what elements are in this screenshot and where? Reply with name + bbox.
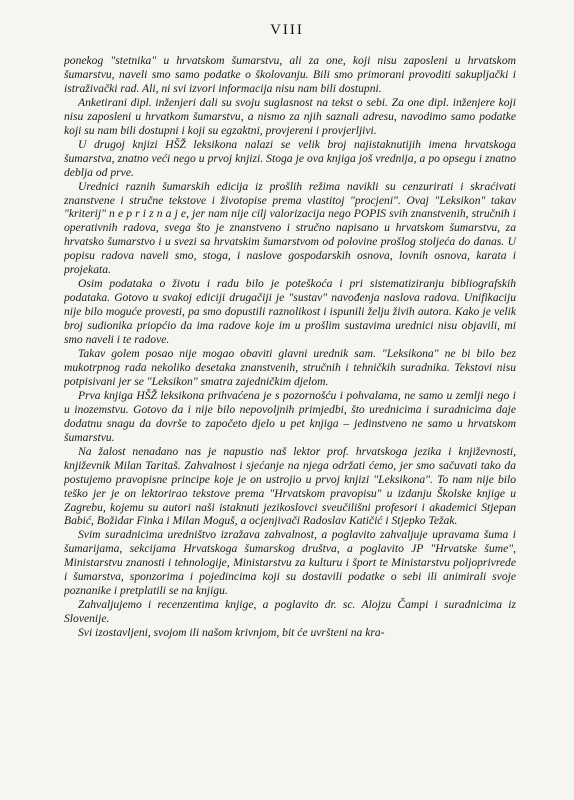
paragraph: Osim podataka o životu i radu bilo je poteškoća i pri sistematiziranju bibliografskih podataka. Gotovo u svakoj ediciji drugačiji je "sustav" navođenja naslova radova. Unifikaciju nije bilo moguće provesti, pa smo dopustili raznolikost i ispunili želju živih autora. Kako je velik broj sudionika priopćio da ima radove koje im u prošlim sustavima urednici nisu objavili, mi smo naveli i te radove.	[64, 277, 516, 347]
paragraph: Urednici raznih šumarskih edicija iz prošlih režima navikli su cenzurirati i skraćivati znanstvene i stručne tekstove i životopise prema vlastitoj "procjeni". Ovaj "Leksikon" takav "kriterij" n e p r i z n a j e, jer nam nije cilj valorizacija nego POPIS svih znanstvenih, stručnih i operativnih radova, svega što je znanstveno i stručno napisano u hrvatskom šumarstvu, za hrvatsko šumarstvo i u svezi sa hrvatskim šumarstvom od polovine prošlog stoljeća do danas. U popisu radova naveli smo, stoga, i naslove gospodarskih osnova, lovnih osnova, karata i projekata.	[64, 179, 516, 277]
paragraph: ponekog "stetnika" u hrvatskom šumarstvu, ali za one, koji nisu zaposleni u hrvatskom šumarstvu, naveli smo samo podatke o školovanju. Bili smo primorani provoditi sakupljački i istraživački rad. Ali, ni svi izvori informacija nisu nam bili dostupni.	[64, 54, 516, 95]
paragraph: Svi izostavljeni, svojom ili našom krivnjom, bit će uvršteni na kra-	[78, 626, 385, 640]
body-text	[64, 54, 516, 789]
paragraph: U drugoj knjizi HŠŽ leksikona nalazi se velik broj najistaknutijih imena hrvatskoga šumarstva, znatno veći nego u prvoj knjizi. Stoga je ova knjiga još vrednija, a po opsegu i znatno deblja od prve.	[64, 137, 516, 179]
paragraph: Zahvaljujemo i recenzentima knjige, a poglavito dr. sc. Alojzu Čampi i suradnicima iz Slovenije.	[64, 598, 516, 626]
paragraph: Anketirani dipl. inženjeri dali su svoju suglasnost na tekst o sebi. Za one dipl. inženjere koji nisu zaposleni u hrvatkom šumarstvu, a nismo za njih saznali adresu, navodimo samo podatke koji su nam bili dostupni i koji su egzaktni, provjereni i provjerljivi.	[64, 95, 516, 137]
paragraph: Svim suradnicima uredništvo izražava zahvalnost, a poglavito zahvaljuje upravama šuma i šumarijama, sekcijama Hrvatskoga šumarskog društva, a poglavito JP "Hrvatske šume", Ministarstvu znanosti i tehnologije, Ministarstvu za kulturu i šport te Ministarstvu poljoprivrede i šumarstva, sponzorima i pojedincima koji su dostavili podatke o sebi ili animirali svoje poznanike i pretplatili se na knjigu.	[64, 528, 516, 598]
paragraph: Prva knjiga HŠŽ leksikona prihvaćena je s pozornošću i pohvalama, ne samo u zemlji nego i u inozemstvu. Gotovo da i nije bilo nepovoljnih primjedbi, što urednicima i suradnicima daje dodatnu snagu da dovrše to započeto djelo u pet knjiga – jedinstveno ne samo u hrvatskom šumarstvu.	[64, 388, 516, 444]
page-number: VIII	[270, 22, 304, 38]
paragraph: Takav golem posao nije mogao obaviti glavni urednik sam. "Leksikona" ne bi bilo bez mukotrpnog rada nekoliko desetaka znanstvenih, stručnih i tehničkih suradnika. Tekstovi nisu potpisivani jer se "Leksikon" smatra zajedničkim djelom.	[64, 347, 516, 388]
paragraph: Na žalost nenadano nas je napustio naš lektor prof. hrvatskoga jezika i književnosti, književnik Milan Taritaš. Zahvalnost i sjećanje na njega održati ćemo, jer smo sačuvati tako da postujemo pravopisne principe koje je on ustrojio u prvoj knjizi "Leksikona". To nam nije bilo teško jer je on lektorirao tekstove prema "Hrvatskom pravopisu" u izdanju Školske knjige u Zagrebu, kojemu su autori naši istaknuti jezikoslovci sveučilišni profesori i akademici Stjepan Babić, Božidar Finka i Milan Moguš, a ocjenjivači Radoslav Katičić i Stjepko Težak.	[64, 444, 516, 528]
